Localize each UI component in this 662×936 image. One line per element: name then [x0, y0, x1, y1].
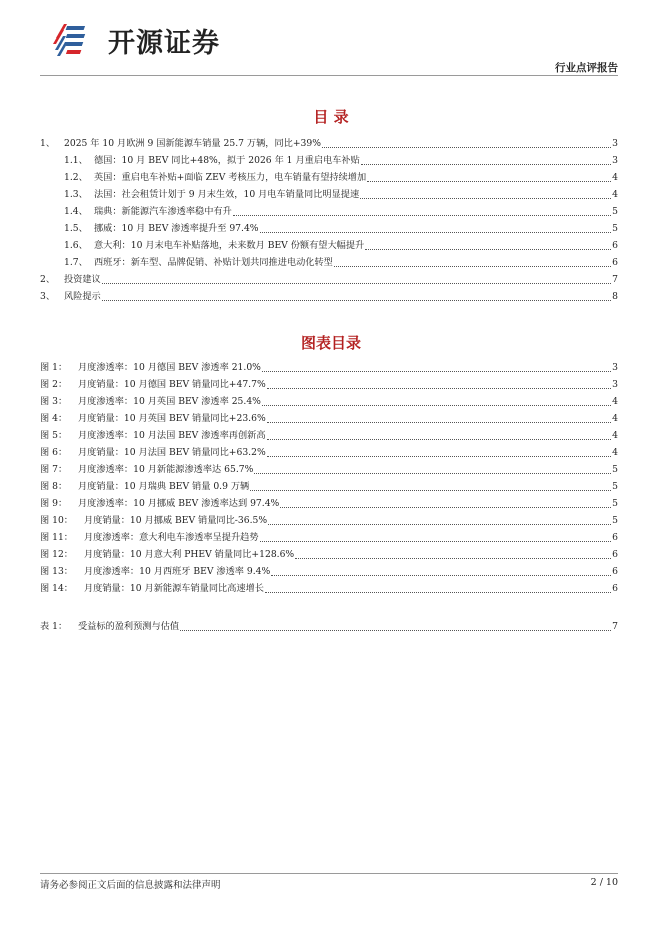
- figure-leader-dots: [265, 592, 611, 593]
- toc-entry-page: 3: [612, 155, 618, 166]
- figure-entry-page: 5: [612, 464, 618, 475]
- figure-entry-number: 图 11：: [40, 532, 73, 543]
- figure-entry-number: 图 2：: [40, 379, 68, 390]
- figure-entry[interactable]: [40, 378, 618, 392]
- figure-entry-text: 月度销量：10 月新能源车销量同比高速增长: [84, 583, 264, 594]
- toc-title: 目 录: [313, 108, 349, 126]
- figure-leader-dots: [280, 507, 611, 508]
- figure-entry[interactable]: [40, 497, 618, 511]
- toc-entry[interactable]: [64, 171, 618, 185]
- figure-entry-page: 5: [612, 515, 618, 526]
- figure-entry-page: 5: [612, 481, 618, 492]
- figure-entry-text: 月度销量：10 月英国 BEV 销量同比+23.6%: [78, 413, 266, 424]
- toc-entry[interactable]: [64, 205, 618, 219]
- figure-entry[interactable]: [40, 480, 618, 494]
- toc-entry[interactable]: [40, 290, 618, 304]
- figure-entry-text: 月度渗透率：10 月西班牙 BEV 渗透率 9.4%: [84, 566, 271, 577]
- table-leader-dots: [180, 630, 611, 631]
- table-entry[interactable]: [40, 620, 618, 634]
- figure-entry[interactable]: [40, 395, 618, 409]
- figure-entry-number: 图 13：: [40, 566, 73, 577]
- toc-entry-text: 德国：10 月 BEV 同比+48%，拟于 2026 年 1 月重启电车补贴: [94, 155, 360, 166]
- report-type: 行业点评报告: [555, 62, 618, 74]
- toc-entry[interactable]: [64, 256, 618, 270]
- figure-entry-number: 图 7：: [40, 464, 68, 475]
- page-number: 2 / 10: [590, 877, 618, 888]
- figure-entry-page: 4: [612, 413, 618, 424]
- toc-entry[interactable]: [40, 137, 618, 151]
- figure-leader-dots: [267, 439, 612, 440]
- toc-leader-dots: [365, 249, 611, 250]
- table-entry-page: 7: [612, 621, 618, 632]
- toc-leader-dots: [233, 215, 611, 216]
- toc-entry-page: 5: [612, 206, 618, 217]
- figure-entry-text: 月度销量：10 月德国 BEV 销量同比+47.7%: [78, 379, 266, 390]
- figure-entry[interactable]: [40, 565, 618, 579]
- figure-entry-page: 4: [612, 430, 618, 441]
- figure-entry-number: 图 8：: [40, 481, 68, 492]
- toc-entry[interactable]: [40, 273, 618, 287]
- toc-leader-dots: [367, 181, 611, 182]
- figure-entry-text: 月度销量：10 月意大利 PHEV 销量同比+128.6%: [84, 549, 295, 560]
- figure-entry[interactable]: [40, 429, 618, 443]
- toc-entry-number: 1.7、: [64, 257, 88, 268]
- toc-entry-text: 意大利：10 月末电车补贴落地，未来数月 BEV 份额有望大幅提升: [94, 240, 365, 251]
- toc-entry-page: 8: [612, 291, 618, 302]
- figure-entry-text: 月度销量：10 月法国 BEV 销量同比+63.2%: [78, 447, 266, 458]
- brand-name: 开源证券: [108, 27, 220, 59]
- figure-entry-page: 6: [612, 549, 618, 560]
- figure-entry-text: 月度渗透率：意大利电车渗透率呈提升趋势: [84, 532, 259, 543]
- figure-entry-number: 图 5：: [40, 430, 68, 441]
- toc-entry-text: 风险提示: [64, 291, 101, 302]
- toc-entry-number: 1.6、: [64, 240, 88, 251]
- figure-entry-number: 图 3：: [40, 396, 68, 407]
- toc-entry-number: 1.3、: [64, 189, 88, 200]
- figure-entry[interactable]: [40, 446, 618, 460]
- figure-entry[interactable]: [40, 361, 618, 375]
- header-divider: [40, 75, 618, 76]
- toc-entry-number: 1.2、: [64, 172, 88, 183]
- toc-leader-dots: [322, 147, 611, 148]
- figure-leader-dots: [254, 473, 611, 474]
- figure-entry[interactable]: [40, 514, 618, 528]
- figure-entry-page: 3: [612, 362, 618, 373]
- toc-entry[interactable]: [64, 154, 618, 168]
- toc-entry-number: 1、: [40, 138, 56, 149]
- toc-leader-dots: [361, 164, 611, 165]
- toc-entry[interactable]: [64, 188, 618, 202]
- figure-leader-dots: [250, 490, 611, 491]
- toc-entry-page: 4: [612, 172, 618, 183]
- toc-entry-text: 瑞典：新能源汽车渗透率稳中有升: [94, 206, 232, 217]
- toc-entry-text: 2025 年 10 月欧洲 9 国新能源车销量 25.7 万辆，同比+39%: [64, 138, 321, 149]
- figure-leader-dots: [262, 371, 611, 372]
- toc-entry-page: 3: [612, 138, 618, 149]
- figure-entry[interactable]: [40, 582, 618, 596]
- toc-leader-dots: [102, 300, 611, 301]
- figure-leader-dots: [267, 388, 611, 389]
- toc-entry-number: 2、: [40, 274, 56, 285]
- figure-entry-text: 月度销量：10 月挪威 BEV 销量同比-36.5%: [84, 515, 268, 526]
- toc-leader-dots: [102, 283, 611, 284]
- toc-entry[interactable]: [64, 222, 618, 236]
- figure-entry-page: 6: [612, 566, 618, 577]
- figure-entry-page: 4: [612, 447, 618, 458]
- toc-leader-dots: [260, 232, 612, 233]
- toc-entry-page: 6: [612, 240, 618, 251]
- brand-mark-icon: [50, 18, 100, 62]
- figure-entry-text: 月度渗透率：10 月新能源渗透率达 65.7%: [78, 464, 254, 475]
- figure-leader-dots: [271, 575, 611, 576]
- figure-entry-text: 月度渗透率：10 月法国 BEV 渗透率再创新高: [78, 430, 266, 441]
- figure-entry[interactable]: [40, 412, 618, 426]
- figure-entry-page: 3: [612, 379, 618, 390]
- table-entry-text: 受益标的盈利预测与估值: [78, 621, 180, 632]
- figure-leader-dots: [295, 558, 611, 559]
- figures-title: 图表目录: [300, 334, 361, 352]
- figure-entry-page: 6: [612, 532, 618, 543]
- toc-entry-page: 4: [612, 189, 618, 200]
- toc-entry-number: 3、: [40, 291, 56, 302]
- figure-leader-dots: [268, 524, 611, 525]
- figure-leader-dots: [267, 422, 611, 423]
- figure-entry-number: 图 10：: [40, 515, 73, 526]
- toc-entry-number: 1.1、: [64, 155, 88, 166]
- toc-entry-number: 1.4、: [64, 206, 88, 217]
- figure-entry-text: 月度渗透率：10 月挪威 BEV 渗透率达到 97.4%: [78, 498, 280, 509]
- toc-entry-page: 7: [612, 274, 618, 285]
- figure-entry-page: 4: [612, 396, 618, 407]
- toc-entry-text: 西班牙：新车型、品牌促销、补贴计划共同推进电动化转型: [94, 257, 333, 268]
- toc-entry-page: 5: [612, 223, 618, 234]
- figure-entry[interactable]: [40, 548, 618, 562]
- figure-entry-number: 图 12：: [40, 549, 73, 560]
- figure-entry-text: 月度渗透率：10 月英国 BEV 渗透率 25.4%: [78, 396, 261, 407]
- toc-leader-dots: [334, 266, 611, 267]
- figure-leader-dots: [267, 456, 611, 457]
- table-entry-number: 表 1：: [40, 621, 68, 632]
- figure-entry-text: 月度销量：10 月瑞典 BEV 销量 0.9 万辆: [78, 481, 250, 492]
- toc-entry[interactable]: [64, 239, 618, 253]
- figure-leader-dots: [260, 541, 612, 542]
- figure-entry-number: 图 6：: [40, 447, 68, 458]
- footer-disclaimer: 请务必参阅正文后面的信息披露和法律声明: [40, 880, 221, 891]
- toc-leader-dots: [360, 198, 611, 199]
- figure-entry-number: 图 1：: [40, 362, 68, 373]
- company-logo: [50, 18, 220, 62]
- toc-entry-text: 法国：社会租赁计划于 9 月末生效，10 月电车销量同比明显提速: [94, 189, 360, 200]
- toc-entry-number: 1.5、: [64, 223, 88, 234]
- figure-entry[interactable]: [40, 463, 618, 477]
- toc-entry-text: 英国：重启电车补贴+面临 ZEV 考核压力，电车销量有望持续增加: [94, 172, 367, 183]
- figure-entry[interactable]: [40, 531, 618, 545]
- figure-entry-number: 图 14：: [40, 583, 73, 594]
- figure-entry-page: 5: [612, 498, 618, 509]
- figure-entry-number: 图 4：: [40, 413, 68, 424]
- figure-entry-text: 月度渗透率：10 月德国 BEV 渗透率 21.0%: [78, 362, 261, 373]
- footer-divider: [40, 873, 618, 874]
- toc-entry-text: 挪威：10 月 BEV 渗透率提升至 97.4%: [94, 223, 259, 234]
- figure-entry-number: 图 9：: [40, 498, 68, 509]
- figure-entry-page: 6: [612, 583, 618, 594]
- toc-entry-page: 6: [612, 257, 618, 268]
- figure-leader-dots: [262, 405, 611, 406]
- toc-entry-text: 投资建议: [64, 274, 101, 285]
